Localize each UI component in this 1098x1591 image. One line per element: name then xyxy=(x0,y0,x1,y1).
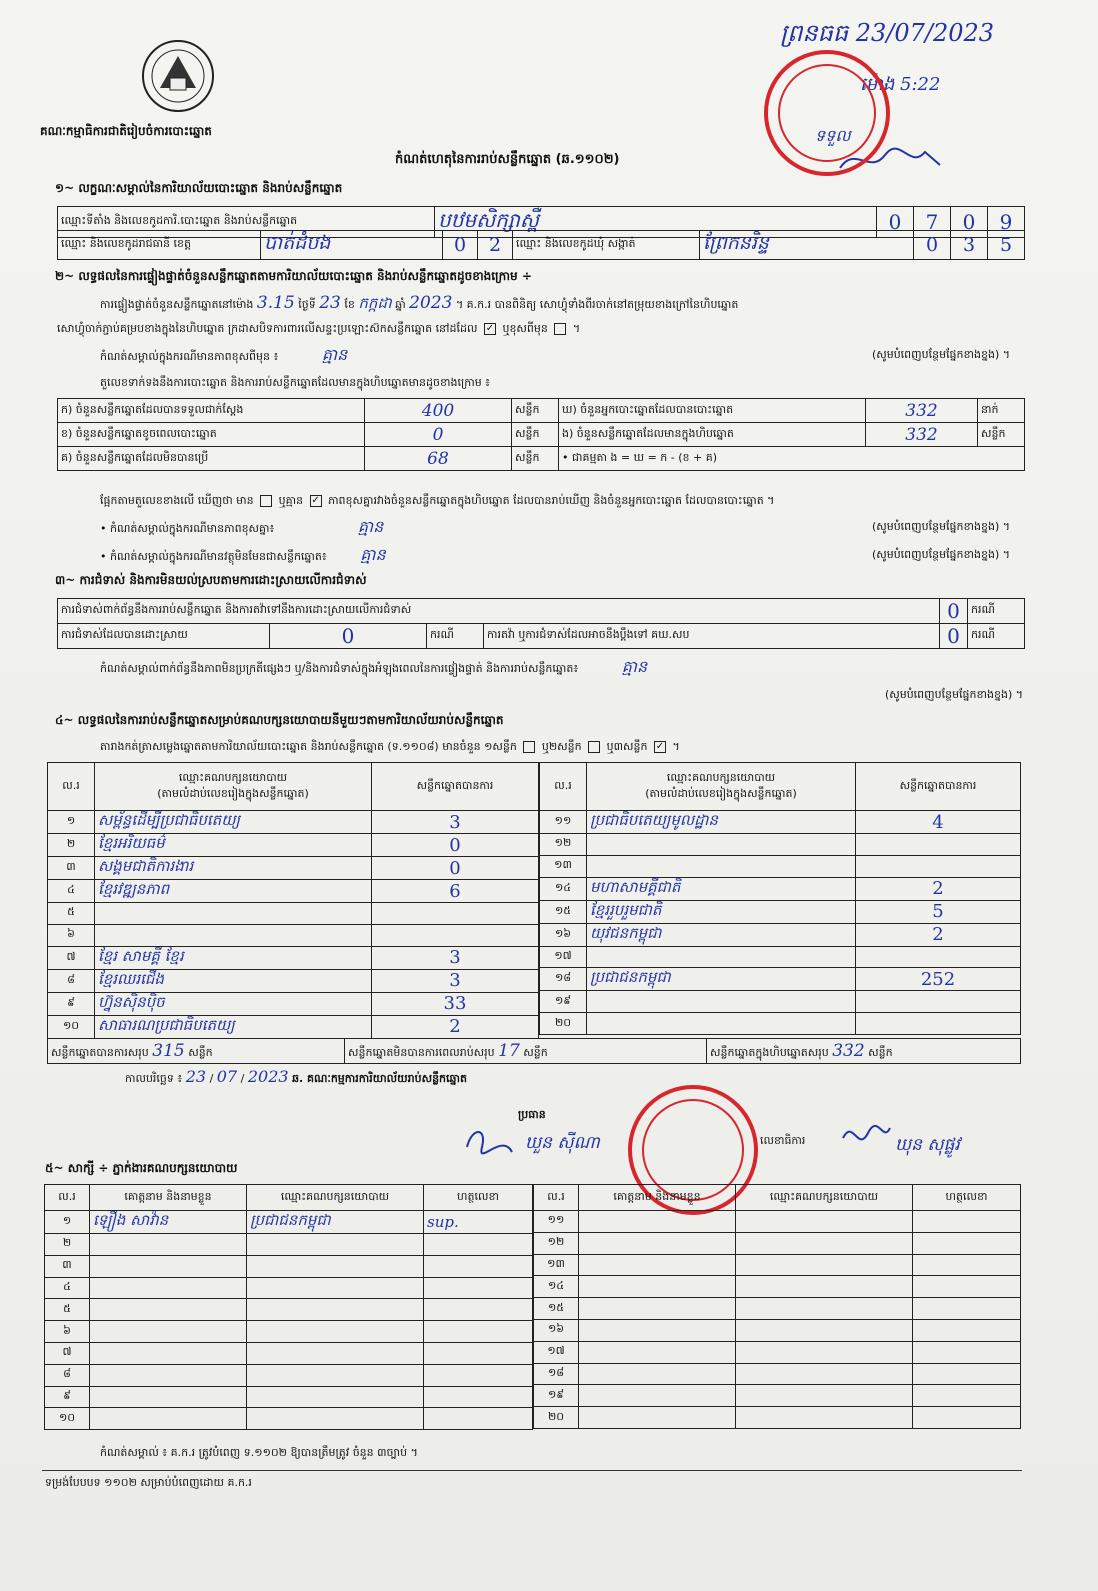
witness-party xyxy=(736,1276,913,1298)
party-name: ខ្មែររួបរួមជាតិ xyxy=(587,900,856,923)
changed-checkbox[interactable] xyxy=(554,323,566,335)
seal-note-line: កំណត់សម្គាល់ក្នុងករណីមានភាពខុសពីមុន ៖ គ្មាន (សូមបំពេញបន្ថែមផ្នែកខាងខ្នង) ។ xyxy=(100,345,1010,364)
secretary-name: ឃុន សុផ្លូវ xyxy=(895,1135,960,1155)
witness-row xyxy=(45,1364,533,1386)
witness-signature xyxy=(424,1408,533,1430)
witness-party xyxy=(247,1386,424,1408)
party-name xyxy=(587,1013,856,1035)
witness-name xyxy=(579,1276,736,1298)
party-results-left: ល.រ ឈ្មោះគណបក្សនយោបាយ (តាមលំដាប់លេខរៀងក្នុងសន្លឹកឆ្នោត) សន្លឹកឆ្នោតបានការ ១ សម្ព័ន្ធដើម្បីប្រជាធិបតេយ្យ 3 ២ ខ្មែរអរិយធម៌ 0 ៣ សង្គមជាតិការងារ 0 ៤ ខ្មែរវឌ្ឍនភាព 6 ៥ ៦ ៧ ខ្មែរ សាមគ្គី ខ្មែរ 3 ៨ ខ្មែរឈរជើង 3 ៩ ហ្វ៊ុនស៊ិនប៉ិច 33 ១០ សាធារណប្រជាធិបតេយ្យ 2 xyxy=(47,762,539,1039)
objections-count: 0 xyxy=(947,599,960,623)
section5-title: ៥~ សាក្សី ÷ ភ្នាក់ងារគណបក្សនយោបាយ xyxy=(45,1161,238,1175)
witness-party xyxy=(736,1407,913,1429)
witness-row xyxy=(45,1342,533,1364)
form-title: កំណត់ហេតុនៃការរាប់សន្លឹកឆ្នោត (ឆ.១១០២) xyxy=(395,152,620,167)
form-code: ទម្រង់បែបបទ ១១០២ សម្រាប់បំពេញដោយ គ.ក.រ xyxy=(45,1476,252,1489)
witness-row xyxy=(534,1298,1021,1320)
witness-name xyxy=(90,1255,247,1277)
secretary-label: លេខាធិការ xyxy=(760,1134,806,1147)
party-row-number: ២០ xyxy=(540,1013,587,1035)
party-row-number: ៤ xyxy=(48,880,95,903)
totals-row: សន្លឹកឆ្នោតបានការសរុប 315 សន្លឹក សន្លឹកឆ្នោតមិនបានការពេលរាប់សរុប 17 សន្លឹក សន្លឹកឆ្នោតក្នុងហិបឆ្នោតសរុប 332 សន្លឹក xyxy=(47,1038,1021,1064)
witness-party: ប្រជាជនកម្ពុជា xyxy=(247,1211,424,1234)
ballots-spoiled: 0 xyxy=(432,424,444,445)
party-name: ហ្វ៊ុនស៊ិនប៉ិច xyxy=(95,992,372,1015)
party-row-number: ៩ xyxy=(48,992,95,1015)
party-row xyxy=(48,811,539,834)
witness-name xyxy=(90,1408,247,1430)
difference-no-checkbox[interactable]: ✓ xyxy=(311,495,320,506)
ballot-count-form: គណៈកម្មាធិការជាតិរៀបចំការបោះឆ្នោត កំណត់ហេតុនៃការរាប់សន្លឹកឆ្នោត (ឆ.១១០២) ព្រនធធ 23/07/2023 ម៉ោង 5:22 ទទួល ១~ លក្ខណៈសម្គាល់នៃការិយាល័យបោះឆ្នោត និងរាប់សន្លឹកឆ្នោត ឈ្មោះទីតាំង និងលេខកូដការិ.បោះឆ្នោត និងរាប់សន្លឹកឆ្នោត បឋមសិក្សាស្ពឺ 0 7 0 9 ឈ្មោះ និងលេខកូដរាជធានី ខេត្ត បាត់ដំបង 0 2 ឈ្មោះ និងលេខកូដឃុំ សង្កាត់ ព្រែកនរិន្ទ 0 3 5 ២~ លទ្ធផលនៃការផ្ទៀងផ្ទាត់ចំនួនសន្លឹកឆ្នោតតាមការិយាល័យបោះឆ្នោត និងរាប់សន្លឹកឆ្នោតដូចខាងក្រោម ÷ ការផ្ទៀងផ្ទាត់ចំនួនសន្លឹកឆ្នោតនៅម៉ោង 3.15 ថ្ងៃទី 23 ខែ កក្កដា ឆ្នាំ 2023 ។ គ.ក.រ បានពិនិត្យ សោហ្វុំទាំងពីរចាក់នៅតម្រុយខាងក្រៅនៃហិបឆ្នោត សោហ្វុំចាក់ភ្ជាប់គម្របខាងក្នុងនៃហិបឆ្នោត ក្រដាសបិទការពារលើសន្ទះប្រឡោះស៊កសន្លឹកឆ្នោត នៅដដែល ✓ ឬខុសពីមុន ។ កំណត់សម្គាល់ក្នុងករណីមានភាពខុសពីមុន ៖ គ្មាន (សូមបំពេញបន្ថែមផ្នែកខាងខ្នង) ។ តួលេខទាក់ទងនឹងការបោះឆ្នោត និងការរាប់សន្លឹកឆ្នោតដែលមានក្នុងហិបឆ្នោតមានដូចខាងក្រោម ៖ ក) ចំនួនសន្លឹកឆ្នោតដែលបានទទួលជាក់ស្តែង 400 សន្លឹក ឃ) ចំនួនអ្នកបោះឆ្នោតដែលបានបោះឆ្នោត 332 នាក់ ខ) ចំនួនសន្លឹកឆ្នោតខូចពេលបោះឆ្នោត 0 សន្លឹក ង) ចំនួនសន្លឹកឆ្នោតដែលមានក្នុងហិបឆ្នោត 332 សន្លឹក គ) ចំនួនសន្លឹកឆ្នោតដែលមិនបានប្រើ 68 សន្លឹក • ជាគម្មតា ង = ឃ = ក - (ខ + គ) ផ្អែកតាមតួលេខខាងលើ ឃើញថា មាន ឬគ្មាន ✓ ភាពខុសគ្នារវាងចំនួនសន្លឹកឆ្នោតក្នុងហិបឆ្នោត ដែលបានរាប់ឃើញ និងចំនួនអ្នកបោះឆ្នោត ដែលបានបោះឆ្នោត ។ • កំណត់សម្គាល់ក្នុងករណីមានភាពខុសគ្នា៖ គ្មាន (សូមបំពេញបន្ថែមផ្នែកខាងខ្នង) ។ • កំណត់សម្គាល់ក្នុងករណីមានវត្ថុមិនមែនជាសន្លឹកឆ្នោត៖ គ្មាន (សូមបំពេញបន្ថែមផ្នែកខាងខ្នង) ។ ៣~ ការជំទាស់ និងការមិនយល់ស្របតាមការដោះស្រាយលើការជំទាស់ ការជំទាស់ពាក់ព័ន្ធនឹងការរាប់សន្លឹកឆ្នោត និងការតវ៉ាទៅនឹងការដោះស្រាយលើការជំទាស់ 0 ករណី ការជំទាស់ដែលបានដោះស្រាយ 0 ករណី ការតវ៉ា ឬការជំទាស់ដែលអាចនឹងប្តឹងទៅ គឃ.សប 0 ករណី កំណត់សម្គាល់ពាក់ព័ន្ធនឹងភាពមិនប្រក្រតីផ្សេងៗ ឬ/និងការជំទាស់ក្នុងអំឡុងពេលនៃការផ្ទៀងផ្ទាត់ និងការរាប់សន្លឹកឆ្នោត៖ គ្មាន (សូមបំពេញបន្ថែមផ្នែកខាងខ្នង) ។ ៤~ លទ្ធផលនៃការរាប់សន្លឹកឆ្នោតសម្រាប់គណបក្សនយោបាយនីមួយៗតាមការិយាល័យរាប់សន្លឹកឆ្នោត តារាងកត់ត្រាសម្លេងឆ្នោតតាមការិយាល័យបោះឆ្នោត និងរាប់សន្លឹកឆ្នោត (ទ.១១០៨) មានចំនួន ១សន្លឹក ឬ២សន្លឹក ឬ៣សន្លឹក ✓ ។ ល.រ ឈ្មោះគណបក្សនយោបាយ (តាមលំដាប់លេខរៀងក្នុងសន្លឹកឆ្នោត) សន្លឹកឆ្នោតបានការ ១ សម្ព័ន្ធដើម្បីប្រជាធិបតេយ្យ 3 ២ ខ្មែរអរិយធម៌ 0 ៣ សង្គមជាតិការងារ 0 ៤ ខ្មែរវឌ្ឍនភាព 6 ៥ ៦ ៧ ខ្មែរ សាមគ្គី ខ្មែរ 3 ៨ ខ្មែរឈរជើង 3 ៩ ហ្វ៊ុនស៊ិនប៉ិច 33 ១០ សាធារណប្រជាធិបតេយ្យ 2 ល.រ ឈ្មោះគណបក្សនយោបាយ (តាមលំដាប់លេខរៀងក្នុងសន្លឹកឆ្នោត) សន្លឹកឆ្នោតបានការ ១១ ប្រជាធិបតេយ្យមូលដ្ឋាន 4 ១២ ១៣ ១៤ មហាសាមគ្គីជាតិ 2 ១៥ ខ្មែររួបរួមជាតិ 5 ១៦ យុវជនកម្ពុជា 2 ១៧ ១៨ ប្រជាជនកម្ពុជា 252 ១៩ ២០ សន្លឹកឆ្នោតបានការសរុប 315 សន្លឹក សន្លឹកឆ្នោតមិនបានការពេលរាប់សរុប 17 សន្លឹក សន្លឹកឆ្នោតក្នុងហិបឆ្នោតសរុប 332 សន្លឹក កាលបរិច្ឆេទ ៖ 23 / 07 / 2023 ឆ. គណៈកម្មការការិយាល័យរាប់សន្លឹកឆ្នោត ប្រធាន ឃួន ស៊ីណា លេខាធិការ ឃុន សុផ្លូវ ៥~ សាក្សី ÷ ភ្នាក់ងារគណបក្សនយោបាយ ល.រ គោត្តនាម និងនាមខ្លួន ឈ្មោះគណបក្សនយោបាយ ហត្ថលេខា ១ ឡឿង សាវ៉ាន ប្រជាជនកម្ពុជា sup. ២ ៣ ៤ ៥ ៦ ៧ ៨ ៩ ១០ ល.រ គោត្តនាម និងនាមខ្លួន ឈ្មោះគណបក្សនយោបាយ ហត្ថលេខា ១១ ១២ ១៣ ១៤ ១៥ ១៦ ១៧ ១៨ ១៩ ២០ កំណត់សម្គាល់ ៖ គ.ក.រ ត្រូវបំពេញ ទ.១១០២ ឱ្យបានត្រឹមត្រូវ ចំនួន ៣ច្បាប់ ។ ទម្រង់បែបបទ ១១០២ សម្រាប់បំពេញដោយ គ.ក.រ xyxy=(0,0,1098,1591)
witness-signature xyxy=(424,1255,533,1277)
witness-name xyxy=(579,1254,736,1276)
witness-signature xyxy=(913,1385,1021,1407)
party-name: មហាសាមគ្គីជាតិ xyxy=(587,877,856,900)
party-name xyxy=(587,855,856,877)
witness-name xyxy=(579,1298,736,1320)
chair-name: ឃួន ស៊ីណា xyxy=(525,1133,600,1153)
party-votes xyxy=(856,946,1021,968)
party-row xyxy=(540,811,1021,834)
witness-row-number: ១៧ xyxy=(534,1341,579,1363)
witness-party xyxy=(247,1364,424,1386)
footer-divider xyxy=(42,1470,1022,1471)
witness-party xyxy=(736,1298,913,1320)
witness-name xyxy=(579,1211,736,1233)
party-name: ប្រជាជនកម្ពុជា xyxy=(587,968,856,991)
witness-signature xyxy=(913,1254,1021,1276)
witness-row xyxy=(45,1321,533,1343)
numbers-intro: តួលេខទាក់ទងនឹងការបោះឆ្នោត និងការរាប់សន្លឹកឆ្នោតដែលមានក្នុងហិបឆ្នោតមានដូចខាងក្រោម ៖ xyxy=(100,376,491,389)
ballots-unused: 68 xyxy=(427,448,449,469)
party-row xyxy=(540,877,1021,900)
party-row xyxy=(48,857,539,880)
objections-table: ការជំទាស់ពាក់ព័ន្ធនឹងការរាប់សន្លឹកឆ្នោត និងការតវ៉ាទៅនឹងការដោះស្រាយលើការជំទាស់ 0 ករណី ការជំទាស់ដែលបានដោះស្រាយ 0 ករណី ការតវ៉ា ឬការជំទាស់ដែលអាចនឹងប្តឹងទៅ គឃ.សប 0 ករណី xyxy=(57,598,1025,649)
witness-name xyxy=(579,1232,736,1254)
ballot-numbers-table: ក) ចំនួនសន្លឹកឆ្នោតដែលបានទទួលជាក់ស្តែង 400 សន្លឹក ឃ) ចំនួនអ្នកបោះឆ្នោតដែលបានបោះឆ្នោត 332 នាក់ ខ) ចំនួនសន្លឹកឆ្នោតខូចពេលបោះឆ្នោត 0 សន្លឹក ង) ចំនួនសន្លឹកឆ្នោតដែលមានក្នុងហិបឆ្នោត 332 សន្លឹក គ) ចំនួនសន្លឹកឆ្នោតដែលមិនបានប្រើ 68 សន្លឹក • ជាគម្មតា ង = ឃ = ក - (ខ + គ) xyxy=(57,398,1025,471)
party-votes: 0 xyxy=(372,834,539,857)
witness-name xyxy=(90,1386,247,1408)
two-sheet-checkbox[interactable] xyxy=(588,741,600,753)
section3-title: ៣~ ការជំទាស់ និងការមិនយល់ស្របតាមការដោះស្រាយលើការជំទាស់ xyxy=(55,573,367,587)
difference-note: • កំណត់សម្គាល់ក្នុងករណីមានភាពខុសគ្នា៖ គ្មាន (សូមបំពេញបន្ថែមផ្នែកខាងខ្នង) ។ xyxy=(100,517,1010,536)
witness-signature xyxy=(913,1363,1021,1385)
party-row xyxy=(540,991,1021,1013)
witness-signature xyxy=(913,1211,1021,1233)
witness-row-number: ១១ xyxy=(534,1211,579,1233)
witness-table-right: ល.រ គោត្តនាម និងនាមខ្លួន ឈ្មោះគណបក្សនយោបាយ ហត្ថលេខា ១១ ១២ ១៣ ១៤ ១៥ ១៦ ១៧ ១៨ ១៩ ២០ xyxy=(533,1184,1021,1429)
witness-row xyxy=(534,1363,1021,1385)
one-sheet-checkbox[interactable] xyxy=(523,741,535,753)
witness-party xyxy=(736,1385,913,1407)
witness-row-number: ១ xyxy=(45,1211,90,1234)
chair-signature xyxy=(462,1122,522,1162)
witness-signature xyxy=(424,1364,533,1386)
party-row-number: ១៩ xyxy=(540,991,587,1013)
received-note-handwritten: ទទួល xyxy=(815,126,851,145)
witness-row xyxy=(534,1407,1021,1429)
appeal-count: 0 xyxy=(947,624,960,648)
witness-row xyxy=(534,1276,1021,1298)
party-row-number: ១១ xyxy=(540,811,587,834)
party-name: ខ្មែរអរិយធម៌ xyxy=(95,834,372,857)
party-name: ខ្មែរឈរជើង xyxy=(95,969,372,992)
party-row-number: ៨ xyxy=(48,969,95,992)
section1-title: ១~ លក្ខណៈសម្គាល់នៃការិយាល័យបោះឆ្នោត និងរាប់សន្លឹកឆ្នោត xyxy=(55,181,343,195)
witness-row xyxy=(45,1408,533,1430)
difference-line: ផ្អែកតាមតួលេខខាងលើ ឃើញថា មាន ឬគ្មាន ✓ ភាពខុសគ្នារវាងចំនួនសន្លឹកឆ្នោតក្នុងហិបឆ្នោត ដែលបានរាប់ឃើញ និងចំនួនអ្នកបោះឆ្នោត ដែលបានបោះឆ្នោត ។ xyxy=(100,494,775,507)
ballots-received: 400 xyxy=(421,400,455,421)
station-name-label: ឈ្មោះទីតាំង និងលេខកូដការិ.បោះឆ្នោត និងរាប់សន្លឹកឆ្នោត xyxy=(58,207,435,238)
witness-party xyxy=(247,1299,424,1321)
resolved-count: 0 xyxy=(341,624,355,648)
party-row-number: ១៦ xyxy=(540,923,587,946)
witness-signature xyxy=(913,1276,1021,1298)
party-votes: 2 xyxy=(856,877,1021,900)
party-name: ប្រជាធិបតេយ្យមូលដ្ឋាន xyxy=(587,811,856,834)
witness-row-number: ១៩ xyxy=(534,1385,579,1407)
party-votes: 3 xyxy=(372,811,539,834)
party-row xyxy=(540,900,1021,923)
party-row-number: ១៨ xyxy=(540,968,587,991)
received-time-handwritten: ម៉ោង 5:22 xyxy=(860,74,941,95)
witness-name xyxy=(90,1364,247,1386)
witness-party xyxy=(247,1255,424,1277)
party-row xyxy=(540,923,1021,946)
witness-row-number: ៥ xyxy=(45,1299,90,1321)
party-name xyxy=(587,991,856,1013)
witness-party xyxy=(736,1211,913,1233)
party-row xyxy=(48,834,539,857)
witness-row xyxy=(534,1319,1021,1341)
witness-row xyxy=(534,1341,1021,1363)
party-row-number: ២ xyxy=(48,834,95,857)
official-stamp-top xyxy=(764,50,890,176)
witness-signature xyxy=(424,1234,533,1256)
party-row-number: ១០ xyxy=(48,1015,95,1038)
party-votes: 3 xyxy=(372,946,539,969)
total-valid: 315 xyxy=(152,1040,185,1061)
party-name: សាធារណប្រជាធិបតេយ្យ xyxy=(95,1015,372,1038)
party-row-number: ១៣ xyxy=(540,855,587,877)
party-results-right: ល.រ ឈ្មោះគណបក្សនយោបាយ (តាមលំដាប់លេខរៀងក្នុងសន្លឹកឆ្នោត) សន្លឹកឆ្នោតបានការ ១១ ប្រជាធិបតេយ្យមូលដ្ឋាន 4 ១២ ១៣ ១៤ មហាសាមគ្គីជាតិ 2 ១៥ ខ្មែររួបរួមជាតិ 5 ១៦ យុវជនកម្ពុជា 2 ១៧ ១៨ ប្រជាជនកម្ពុជា 252 ១៩ ២០ xyxy=(539,762,1021,1035)
witness-row xyxy=(45,1299,533,1321)
witness-row-number: ២០ xyxy=(534,1407,579,1429)
party-votes: 0 xyxy=(372,857,539,880)
party-votes xyxy=(856,855,1021,877)
witness-signature xyxy=(424,1342,533,1364)
party-row-number: ១៥ xyxy=(540,900,587,923)
witness-row xyxy=(534,1232,1021,1254)
party-name xyxy=(95,924,372,946)
party-row-number: ១៧ xyxy=(540,946,587,968)
witness-signature xyxy=(913,1341,1021,1363)
verify-time: 3.15 xyxy=(256,293,295,313)
difference-yes-checkbox[interactable] xyxy=(260,495,272,507)
verify-line-1: ការផ្ទៀងផ្ទាត់ចំនួនសន្លឹកឆ្នោតនៅម៉ោង 3.15 ថ្ងៃទី 23 ខែ កក្កដា ឆ្នាំ 2023 ។ គ.ក.រ បានពិនិត្យ សោហ្វុំទាំងពីរចាក់នៅតម្រុយខាងក្រៅនៃហិបឆ្នោត xyxy=(100,293,739,313)
party-votes: 5 xyxy=(856,900,1021,923)
witness-row xyxy=(534,1254,1021,1276)
witness-row-number: ១៣ xyxy=(534,1254,579,1276)
witness-row-number: ១៨ xyxy=(534,1363,579,1385)
witness-name xyxy=(579,1319,736,1341)
party-row xyxy=(540,834,1021,856)
witness-party xyxy=(247,1408,424,1430)
party-name: សង្គមជាតិការងារ xyxy=(95,857,372,880)
irregularity-note: កំណត់សម្គាល់ពាក់ព័ន្ធនឹងភាពមិនប្រក្រតីផ្សេងៗ ឬ/និងការជំទាស់ក្នុងអំឡុងពេលនៃការផ្ទៀងផ្ទាត់ និងការរាប់សន្លឹកឆ្នោត៖ គ្មាន xyxy=(100,657,648,676)
witness-row-number: ១០ xyxy=(45,1408,90,1430)
witness-row xyxy=(45,1234,533,1256)
party-votes xyxy=(372,903,539,925)
witness-signature xyxy=(424,1299,533,1321)
party-votes xyxy=(372,924,539,946)
total-invalid: 17 xyxy=(498,1040,520,1061)
witness-name xyxy=(90,1342,247,1364)
witness-signature xyxy=(913,1232,1021,1254)
witness-row-number: ១៦ xyxy=(534,1319,579,1341)
party-votes xyxy=(856,834,1021,856)
party-name: យុវជនកម្ពុជា xyxy=(587,923,856,946)
total-in-box: 332 xyxy=(832,1040,865,1061)
footer-note: កំណត់សម្គាល់ ៖ គ.ក.រ ត្រូវបំពេញ ទ.១១០២ ឱ្យបានត្រឹមត្រូវ ចំនួន ៣ច្បាប់ ។ xyxy=(100,1446,418,1459)
party-row-number: ១ xyxy=(48,811,95,834)
witness-row xyxy=(45,1277,533,1299)
org-name: គណៈកម្មាធិការជាតិរៀបចំការបោះឆ្នោត xyxy=(40,124,212,138)
party-row-number: ៧ xyxy=(48,946,95,969)
location-info-table: ឈ្មោះ និងលេខកូដរាជធានី ខេត្ត បាត់ដំបង 0 2 ឈ្មោះ និងលេខកូដឃុំ សង្កាត់ ព្រែកនរិន្ទ 0 3 5 xyxy=(57,230,1025,260)
party-row xyxy=(48,1015,539,1038)
station-name-value: បឋមសិក្សាស្ពឺ xyxy=(438,208,539,232)
excess-note: • កំណត់សម្គាល់ក្នុងករណីមានវត្ថុមិនមែនជាសន្លឹកឆ្នោត៖ គ្មាន (សូមបំពេញបន្ថែមផ្នែកខាងខ្នង) ។ xyxy=(100,545,1010,564)
party-votes: 6 xyxy=(372,880,539,903)
party-row xyxy=(48,969,539,992)
party-name: ខ្មែរវឌ្ឍនភាព xyxy=(95,880,372,903)
witness-row xyxy=(534,1385,1021,1407)
province-value: បាត់ដំបង xyxy=(264,232,331,254)
witness-name xyxy=(579,1341,736,1363)
party-row xyxy=(48,946,539,969)
party-name: ខ្មែរ សាមគ្គី ខ្មែរ xyxy=(95,946,372,969)
witness-table-left: ល.រ គោត្តនាម និងនាមខ្លួន ឈ្មោះគណបក្សនយោបាយ ហត្ថលេខា ១ ឡឿង សាវ៉ាន ប្រជាជនកម្ពុជា sup. ២ ៣ ៤ ៥ ៦ ៧ ៨ ៩ ១០ xyxy=(44,1184,533,1430)
witness-row xyxy=(45,1211,533,1234)
party-row-number: ៣ xyxy=(48,857,95,880)
witness-name xyxy=(579,1407,736,1429)
witness-signature xyxy=(424,1321,533,1343)
witness-name: ឡឿង សាវ៉ាន xyxy=(90,1211,247,1234)
witness-party xyxy=(736,1363,913,1385)
party-name xyxy=(587,834,856,856)
party-name xyxy=(95,903,372,925)
witness-name xyxy=(579,1385,736,1407)
witness-row-number: ៨ xyxy=(45,1364,90,1386)
witness-row-number: ៦ xyxy=(45,1321,90,1343)
voters-voted: 332 xyxy=(905,400,938,421)
witness-row-number: ៤ xyxy=(45,1277,90,1299)
witness-signature xyxy=(913,1407,1021,1429)
party-name xyxy=(587,946,856,968)
witness-signature xyxy=(913,1298,1021,1320)
witness-party xyxy=(736,1254,913,1276)
party-name: សម្ព័ន្ធដើម្បីប្រជាធិបតេយ្យ xyxy=(95,811,372,834)
witness-party xyxy=(247,1277,424,1299)
witness-signature xyxy=(424,1277,533,1299)
party-votes xyxy=(856,991,1021,1013)
section4-title: ៤~ លទ្ធផលនៃការរាប់សន្លឹកឆ្នោតសម្រាប់គណបក្សនយោបាយនីមួយៗតាមការិយាល័យរាប់សន្លឹកឆ្នោត xyxy=(55,713,504,727)
witness-name xyxy=(90,1321,247,1343)
party-row-number: ៦ xyxy=(48,924,95,946)
witness-name xyxy=(90,1299,247,1321)
party-row xyxy=(540,855,1021,877)
date-line: កាលបរិច្ឆេទ ៖ 23 / 07 / 2023 ឆ. គណៈកម្មការការិយាល័យរាប់សន្លឹកឆ្នោត xyxy=(125,1067,467,1086)
nec-logo-icon xyxy=(140,38,216,114)
witness-party xyxy=(247,1234,424,1256)
party-row xyxy=(48,924,539,946)
witness-row-number: ១២ xyxy=(534,1232,579,1254)
witness-party xyxy=(247,1321,424,1343)
secretary-signature xyxy=(838,1118,893,1158)
unchanged-checkbox[interactable]: ✓ xyxy=(485,323,495,334)
witness-row-number: ៧ xyxy=(45,1342,90,1364)
party-row xyxy=(48,880,539,903)
witness-row-number: ១៥ xyxy=(534,1298,579,1320)
three-sheet-checkbox[interactable]: ✓ xyxy=(655,741,665,752)
station-info-table: ឈ្មោះទីតាំង និងលេខកូដការិ.បោះឆ្នោត និងរាប់សន្លឹកឆ្នោត បឋមសិក្សាស្ពឺ 0 7 0 9 xyxy=(57,206,1025,238)
chair-label: ប្រធាន xyxy=(518,1108,546,1121)
witness-row-number: ៣ xyxy=(45,1255,90,1277)
party-votes: 2 xyxy=(856,923,1021,946)
received-date-handwritten: ព្រនធធ 23/07/2023 xyxy=(780,19,995,47)
witness-name xyxy=(90,1234,247,1256)
witness-name xyxy=(90,1277,247,1299)
witness-row-number: ២ xyxy=(45,1234,90,1256)
party-row xyxy=(48,903,539,925)
witness-party xyxy=(736,1232,913,1254)
party-row xyxy=(540,946,1021,968)
party-row xyxy=(540,1013,1021,1035)
witness-row xyxy=(45,1255,533,1277)
witness-row-number: ៩ xyxy=(45,1386,90,1408)
section2-title: ២~ លទ្ធផលនៃការផ្ទៀងផ្ទាត់ចំនួនសន្លឹកឆ្នោតតាមការិយាល័យបោះឆ្នោត និងរាប់សន្លឹកឆ្នោតដូចខាងក្រោម ÷ xyxy=(55,269,532,283)
witness-signature: sup. xyxy=(424,1211,533,1234)
witness-party xyxy=(736,1319,913,1341)
party-row-number: ៥ xyxy=(48,903,95,925)
party-row-number: ១២ xyxy=(540,834,587,856)
party-votes: 33 xyxy=(372,992,539,1015)
party-row xyxy=(540,968,1021,991)
party-votes: 3 xyxy=(372,969,539,992)
party-row-number: ១៤ xyxy=(540,877,587,900)
witness-party xyxy=(247,1342,424,1364)
party-votes: 252 xyxy=(856,968,1021,991)
commune-value: ព្រែកនរិន្ទ xyxy=(703,232,769,254)
witness-signature xyxy=(913,1319,1021,1341)
party-votes xyxy=(856,1013,1021,1035)
verify-line-2: សោហ្វុំចាក់ភ្ជាប់គម្របខាងក្នុងនៃហិបឆ្នោត ក្រដាសបិទការពារលើសន្ទះប្រឡោះស៊កសន្លឹកឆ្នោត នៅដដែល ✓ ឬខុសពីមុន ។ xyxy=(57,322,581,335)
party-votes: 4 xyxy=(856,811,1021,834)
witness-party xyxy=(736,1341,913,1363)
party-row xyxy=(48,992,539,1015)
witness-row xyxy=(534,1211,1021,1233)
witness-name xyxy=(579,1363,736,1385)
witness-row-number: ១៤ xyxy=(534,1276,579,1298)
tally-sheets-line: តារាងកត់ត្រាសម្លេងឆ្នោតតាមការិយាល័យបោះឆ្នោត និងរាប់សន្លឹកឆ្នោត (ទ.១១០៨) មានចំនួន ១សន្លឹក ឬ២សន្លឹក ឬ៣សន្លឹក ✓ ។ xyxy=(100,740,680,753)
ballots-in-box: 332 xyxy=(905,424,938,445)
party-votes: 2 xyxy=(372,1015,539,1038)
witness-signature xyxy=(424,1386,533,1408)
witness-row xyxy=(45,1386,533,1408)
